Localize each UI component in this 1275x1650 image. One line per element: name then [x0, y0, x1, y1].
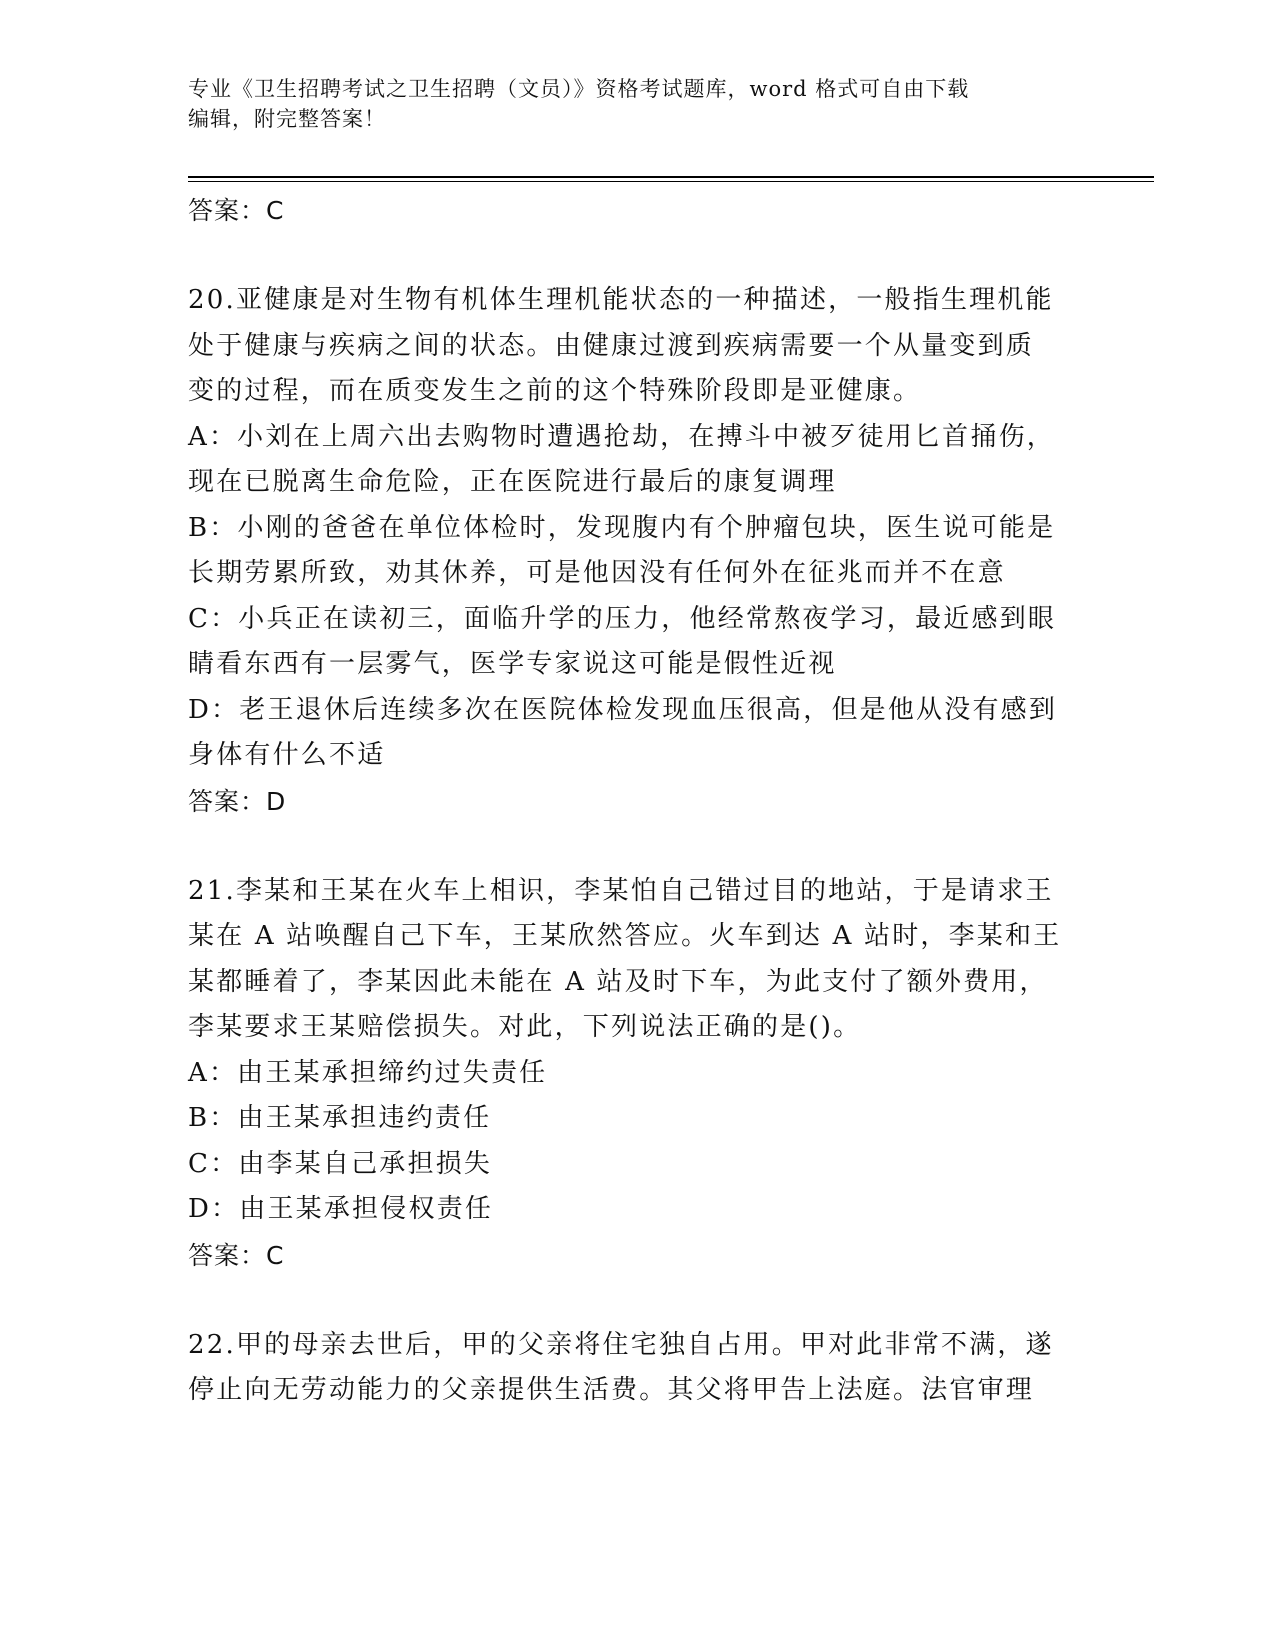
- question-item: [188, 869, 1078, 1279]
- header-divider-thin: [188, 181, 1154, 182]
- option-d: [188, 688, 1078, 779]
- option-line: A：小刘在上周六出去购物时遭遇抢劫，在搏斗中被歹徒用匕首捅伤，: [188, 421, 1055, 452]
- option-line: 身体有什么不适: [188, 740, 386, 770]
- option-line: B：由王某承担违约责任: [188, 1103, 492, 1133]
- question-text: [188, 869, 1078, 1051]
- question-item: [188, 278, 1078, 825]
- spacer: [188, 825, 1078, 869]
- answer-line: 答案：C: [188, 1240, 285, 1270]
- option-b: [188, 1096, 1078, 1142]
- option-line: 长期劳累所致，劝其休养，可是他因没有任何外在征兆而并不在意: [188, 558, 1006, 588]
- option-c: [188, 1142, 1078, 1188]
- question-text: [188, 278, 1078, 415]
- option-line: D：由王某承担侵权责任: [188, 1194, 494, 1224]
- option-line: B：小刚的爸爸在单位体检时，发现腹内有个肿瘤包块，医生说可能是: [188, 512, 1056, 543]
- option-d: [188, 1187, 1078, 1233]
- question-line: 20.亚健康是对生物有机体生理机能状态的一种描述，一般指生理机能: [188, 285, 1054, 315]
- question-line: 22.甲的母亲去世后，甲的父亲将住宅独自占用。甲对此非常不满，遂: [188, 1329, 1054, 1360]
- option-line: 睛看东西有一层雾气，医学专家说这可能是假性近视: [188, 649, 837, 679]
- question-list: [188, 188, 1078, 1414]
- header-line: 编辑，附完整答案！: [188, 107, 386, 131]
- option-line: A：由王某承担缔约过失责任: [188, 1057, 548, 1088]
- question-line: 某都睡着了，李某因此未能在 A 站及时下车，为此支付了额外费用，: [188, 966, 1048, 997]
- question-line: 变的过程，而在质变发生之前的这个特殊阶段即是亚健康。: [188, 376, 922, 406]
- question-line: 某在 A 站唤醒自己下车，王某欣然答应。火车到达 A 站时，李某和王: [188, 921, 1062, 951]
- page-header: [188, 74, 1088, 134]
- spacer: [188, 1279, 1078, 1323]
- question-line: 处于健康与疾病之间的状态。由健康过渡到疾病需要一个从量变到质: [188, 330, 1035, 361]
- question-line: 21.李某和王某在火车上相识，李某怕自己错过目的地站，于是请求王: [188, 875, 1054, 906]
- question-line: 李某要求王某赔偿损失。对此，下列说法正确的是()。: [188, 1012, 862, 1042]
- option-line: D：老王退休后连续多次在医院体检发现血压很高，但是他从没有感到: [188, 694, 1058, 725]
- option-a: [188, 1051, 1078, 1097]
- header-line: 专业《卫生招聘考试之卫生招聘（文员）》资格考试题库，word 格式可自由下载: [188, 77, 970, 101]
- header-divider-thick: [188, 176, 1154, 178]
- option-a: [188, 415, 1078, 506]
- option-line: C：小兵正在读初三，面临升学的压力，他经常熬夜学习，最近感到眼: [188, 603, 1057, 634]
- option-line: 现在已脱离生命危险，正在医院进行最后的康复调理: [188, 467, 837, 497]
- option-c: [188, 597, 1078, 688]
- question-text: [188, 1323, 1078, 1414]
- spacer: [188, 234, 1078, 278]
- question-line: 停止向无劳动能力的父亲提供生活费。其父将甲告上法庭。法官审理: [188, 1375, 1035, 1405]
- question-item: [188, 1323, 1078, 1414]
- option-line: C：由李某自己承担损失: [188, 1148, 493, 1179]
- option-b: [188, 506, 1078, 597]
- answer-line: 答案：C: [188, 196, 285, 225]
- answer-line: 答案：D: [188, 786, 287, 816]
